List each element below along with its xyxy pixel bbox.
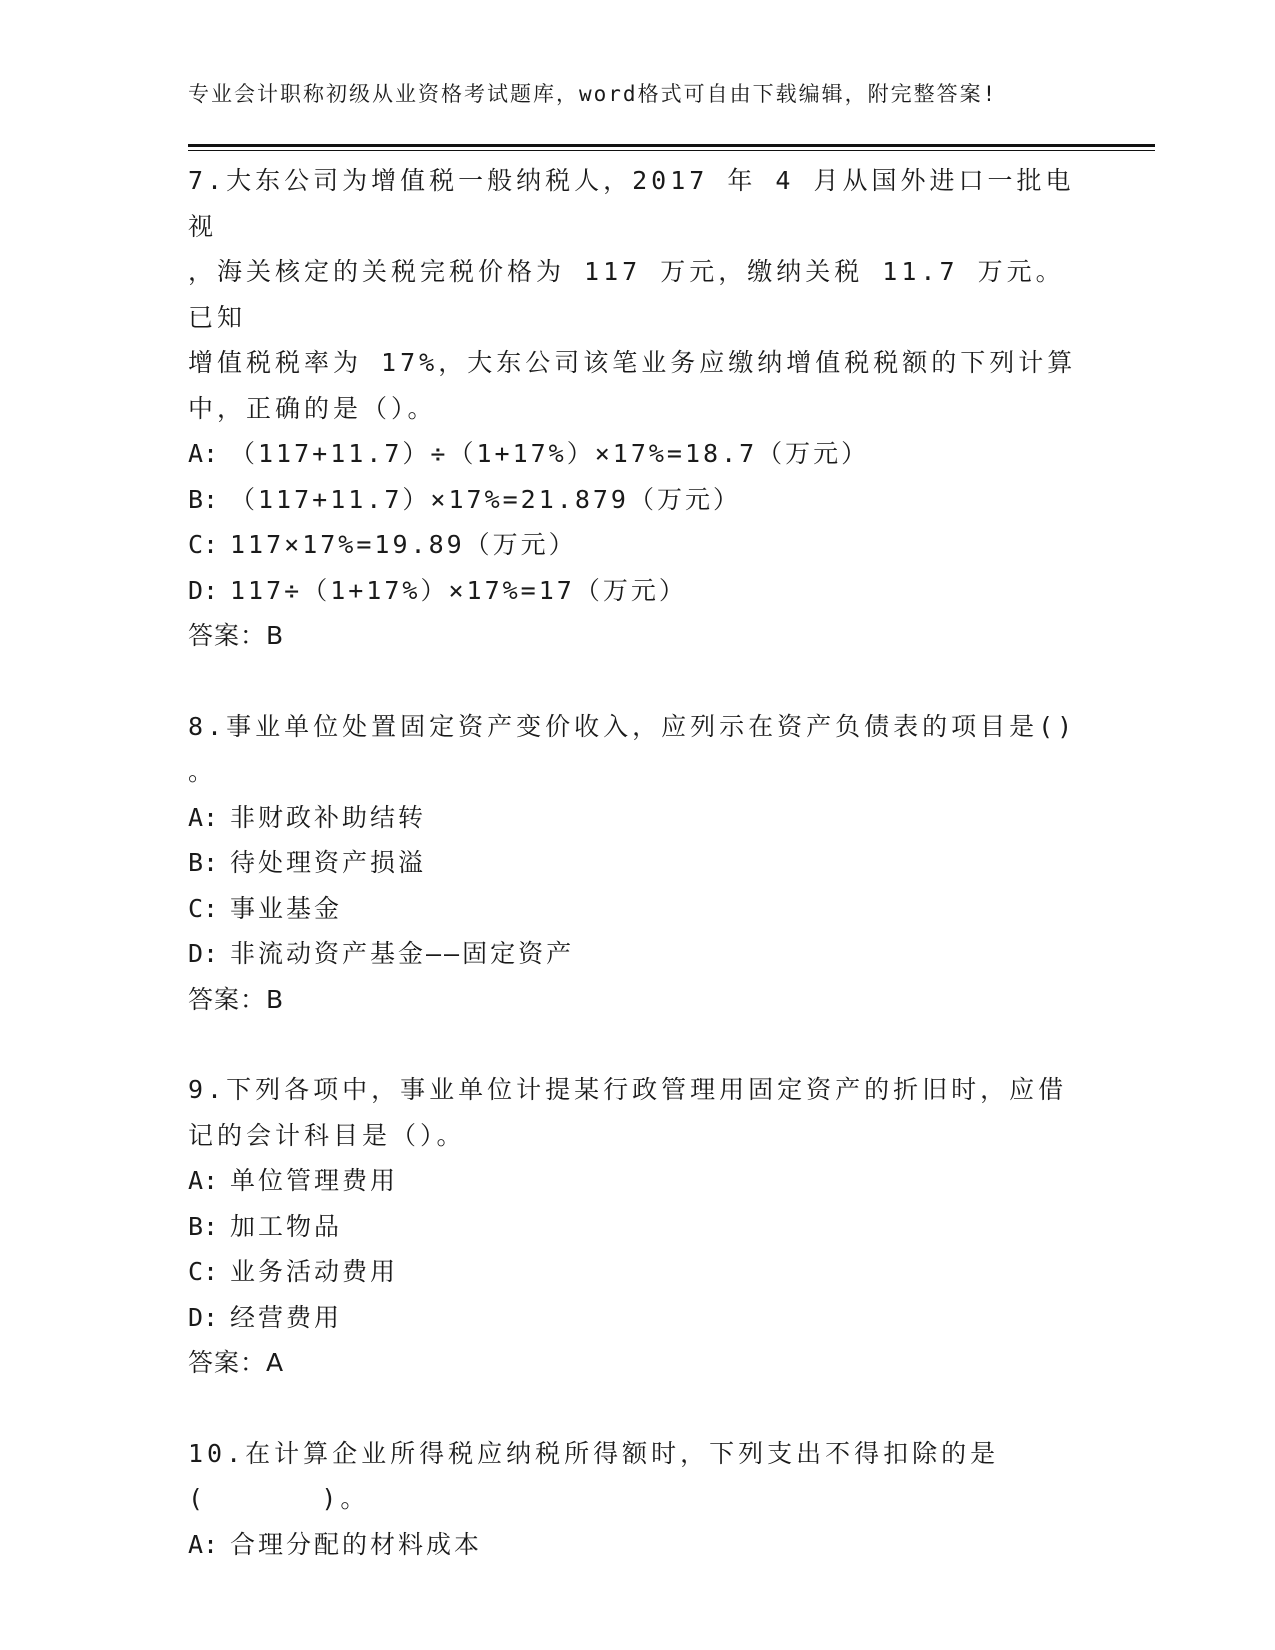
question-stem-line: 中，正确的是（）。 bbox=[188, 393, 437, 423]
header-rule-thick bbox=[188, 144, 1155, 147]
question-gap bbox=[188, 1386, 1088, 1431]
option-b bbox=[188, 1204, 1088, 1250]
option-letter: A: bbox=[188, 1166, 219, 1195]
question-9 bbox=[188, 1067, 1088, 1386]
question-stem-line: 。 bbox=[188, 757, 218, 786]
option-text: 待处理资产损溢 bbox=[230, 848, 427, 877]
question-list bbox=[188, 158, 1088, 1567]
option-text: 经营费用 bbox=[230, 1302, 343, 1332]
option-text: 非流动资产基金——固定资产 bbox=[230, 939, 575, 968]
question-stem-line: 增值税税率为 17%，大东公司该笔业务应缴纳增值税税额的下列计算 bbox=[188, 348, 1077, 377]
option-a bbox=[188, 431, 1088, 477]
option-b bbox=[188, 477, 1088, 523]
option-a bbox=[188, 1522, 1088, 1568]
option-a bbox=[188, 1158, 1088, 1204]
option-d bbox=[188, 568, 1088, 614]
option-text: 合理分配的材料成本 bbox=[230, 1529, 483, 1559]
option-letter: B: bbox=[188, 1211, 219, 1241]
option-d bbox=[188, 931, 1088, 977]
question-stem-line: 7.大东公司为增值税一般纳税人，2017 年 4 月从国外进口一批电视 bbox=[188, 166, 1075, 241]
option-c bbox=[188, 1249, 1088, 1295]
option-letter: D: bbox=[188, 575, 219, 605]
option-text: 单位管理费用 bbox=[230, 1166, 399, 1195]
option-text: 加工物品 bbox=[230, 1211, 343, 1241]
option-letter: B: bbox=[188, 484, 219, 514]
question-stem-line: 记的会计科目是（）。 bbox=[188, 1120, 466, 1150]
option-text: 117÷（1+17%）×17%=17（万元） bbox=[230, 575, 687, 605]
option-letter: C: bbox=[188, 530, 219, 559]
question-8 bbox=[188, 704, 1088, 1023]
option-text: 事业基金 bbox=[230, 893, 343, 923]
question-stem-line: ( )。 bbox=[188, 1484, 370, 1513]
document-header: 专业会计职称初级从业资格考试题库，word格式可自由下载编辑，附完整答案! bbox=[188, 82, 998, 106]
option-a bbox=[188, 795, 1088, 841]
option-letter: A: bbox=[188, 439, 219, 468]
question-stem-line: 10.在计算企业所得税应纳税所得额时，下列支出不得扣除的是 bbox=[188, 1438, 1000, 1468]
answer-label: 答案：B bbox=[188, 984, 285, 1014]
option-b bbox=[188, 840, 1088, 886]
header-rule-thin bbox=[188, 150, 1155, 151]
option-text: 117×17%=19.89（万元） bbox=[230, 530, 577, 559]
option-d bbox=[188, 1295, 1088, 1341]
option-text: （117+11.7）÷（1+17%）×17%=18.7（万元） bbox=[230, 439, 870, 468]
question-gap bbox=[188, 1022, 1088, 1067]
option-letter: B: bbox=[188, 848, 219, 877]
question-stem-line: ，海关核定的关税完税价格为 117 万元，缴纳关税 11.7 万元。已知 bbox=[188, 257, 1065, 332]
question-10 bbox=[188, 1431, 1088, 1568]
option-letter: C: bbox=[188, 1257, 219, 1286]
answer-label: 答案：B bbox=[188, 621, 285, 650]
question-7 bbox=[188, 158, 1088, 659]
option-text: （117+11.7）×17%=21.879（万元） bbox=[230, 484, 741, 514]
option-text: 非财政补助结转 bbox=[230, 802, 427, 832]
option-c bbox=[188, 522, 1088, 568]
option-letter: D: bbox=[188, 939, 219, 968]
question-gap bbox=[188, 659, 1088, 704]
option-letter: C: bbox=[188, 893, 219, 923]
answer-label: 答案：A bbox=[188, 1348, 285, 1377]
question-stem-line: 8.事业单位处置固定资产变价收入，应列示在资产负债表的项目是() bbox=[188, 711, 1077, 741]
option-text: 业务活动费用 bbox=[230, 1257, 399, 1286]
option-letter: A: bbox=[188, 1529, 219, 1559]
option-letter: D: bbox=[188, 1302, 219, 1332]
option-c bbox=[188, 886, 1088, 932]
question-stem-line: 9.下列各项中，事业单位计提某行政管理用固定资产的折旧时，应借 bbox=[188, 1075, 1068, 1104]
option-letter: A: bbox=[188, 802, 219, 832]
